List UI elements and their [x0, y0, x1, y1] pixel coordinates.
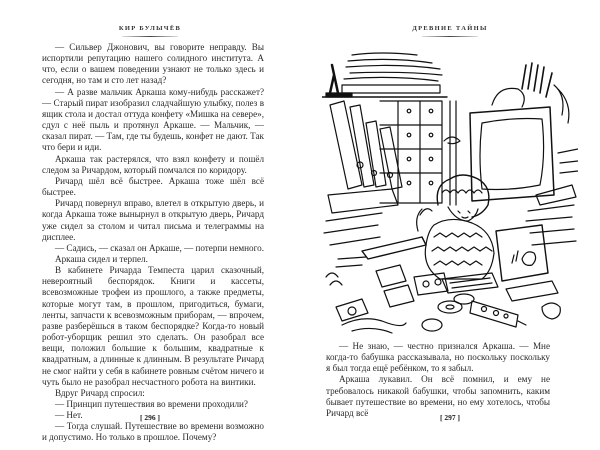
illustration [322, 45, 578, 335]
running-head-title: ДРЕВНИЕ ТАЙНЫ [412, 25, 488, 32]
paragraph: Аркаша лукавил. Он всё помнил, и ему не требовалось никакой бабушки, чтобы запомнить, каким бывает путешествие во времени, но ему хотелось, чтобы Ричард всё [326, 374, 550, 418]
floor-clutter [336, 265, 560, 333]
paragraph: — Тогда слушай. Путешествие во времени возможно и допустимо. Но только в прошлое. Почему? [42, 421, 264, 443]
binders [330, 101, 402, 189]
right-page [300, 0, 600, 450]
header-rule [422, 36, 478, 37]
body-text [42, 42, 264, 444]
paragraph: — Садись, — сказал он Аркаше, — потерпи немного. [55, 242, 264, 253]
paragraph: — Не знаю, — честно признался Аркаша. — Мне когда-то бабушка рассказывала, но поскольку поскольку я был тогда ещё ребёнком, то я забыл. [326, 341, 550, 374]
paragraph: — А разве мальчик Аркаша кому-нибудь расскажет? — Старый пират изобразил сладчайшую улыбку, полез в ящик стола и достал оттуда конфету «Мишка на севере», сдул с неё пыль и протянул Аркаше. — Мальчик, — сказал пират. — Там, где ты будешь, конфет не дают. Так что бери и иди. [42, 86, 264, 153]
paragraph: — Принцип путешествия во времени проходили? [55, 399, 248, 409]
keyboard [442, 273, 498, 293]
boy-figure [417, 175, 494, 279]
paragraph: Ричард шёл всё быстрее. Аркаша тоже шёл всё быстрее. [42, 175, 264, 198]
paragraph: Аркаша сидел и терпел. [55, 253, 148, 264]
paper-stack-top [326, 53, 442, 97]
page-number: [ 296 ] [140, 413, 160, 422]
paragraph: Аркаша так растерялся, что взял конфету и пошёл следом за Ричардом, который помчался по коридору. [42, 153, 264, 175]
paragraph: — Сильвер Джонович, вы говорите неправду. Вы испортили репутацию нашего солидного института. А что, если о вашем поведении узнают не только здесь и сегодня, но там и сто лет назад? [42, 42, 264, 86]
body-text [326, 341, 550, 419]
paragraph: В кабинете Ричарда Темпеста царил сказочный, невероятный беспорядок. Книги и кассеты, всевозможные трофеи из прошлого, а также предметы, которые могут там, в прошлом, пригодиться, бумаги, ленты, запчасти к всевозможным приборам, — впрочем, разве разберёшься в таком беспорядке? Когда-то новый робот-уборщик решил это сделать. Он разобрал все вещи, положил большие к большим, квадратные к квадратным, а длинные к длинным. В результате Ричард не смог найти у себя в кабинете ровным счётом ничего и чуть было не разобрал несчастного робота на винтики. [42, 265, 264, 387]
paragraph: Вдруг Ричард спросил: [55, 387, 145, 398]
paragraph: Ричард повернул вправо, влетел в открытую дверь, и когда Аркаша тоже вынырнул в открытую дверь, Ричард уже сидел за столом и читал письма и телеграммы на дисплее. [42, 198, 264, 242]
monitor [470, 63, 569, 201]
paragraph: — Нет. [55, 410, 83, 421]
page-number: [ 297 ] [440, 413, 460, 422]
speaker-box [496, 225, 548, 281]
header-rule [122, 36, 178, 37]
running-head-author: КИР БУЛЫЧЁВ [118, 25, 182, 32]
